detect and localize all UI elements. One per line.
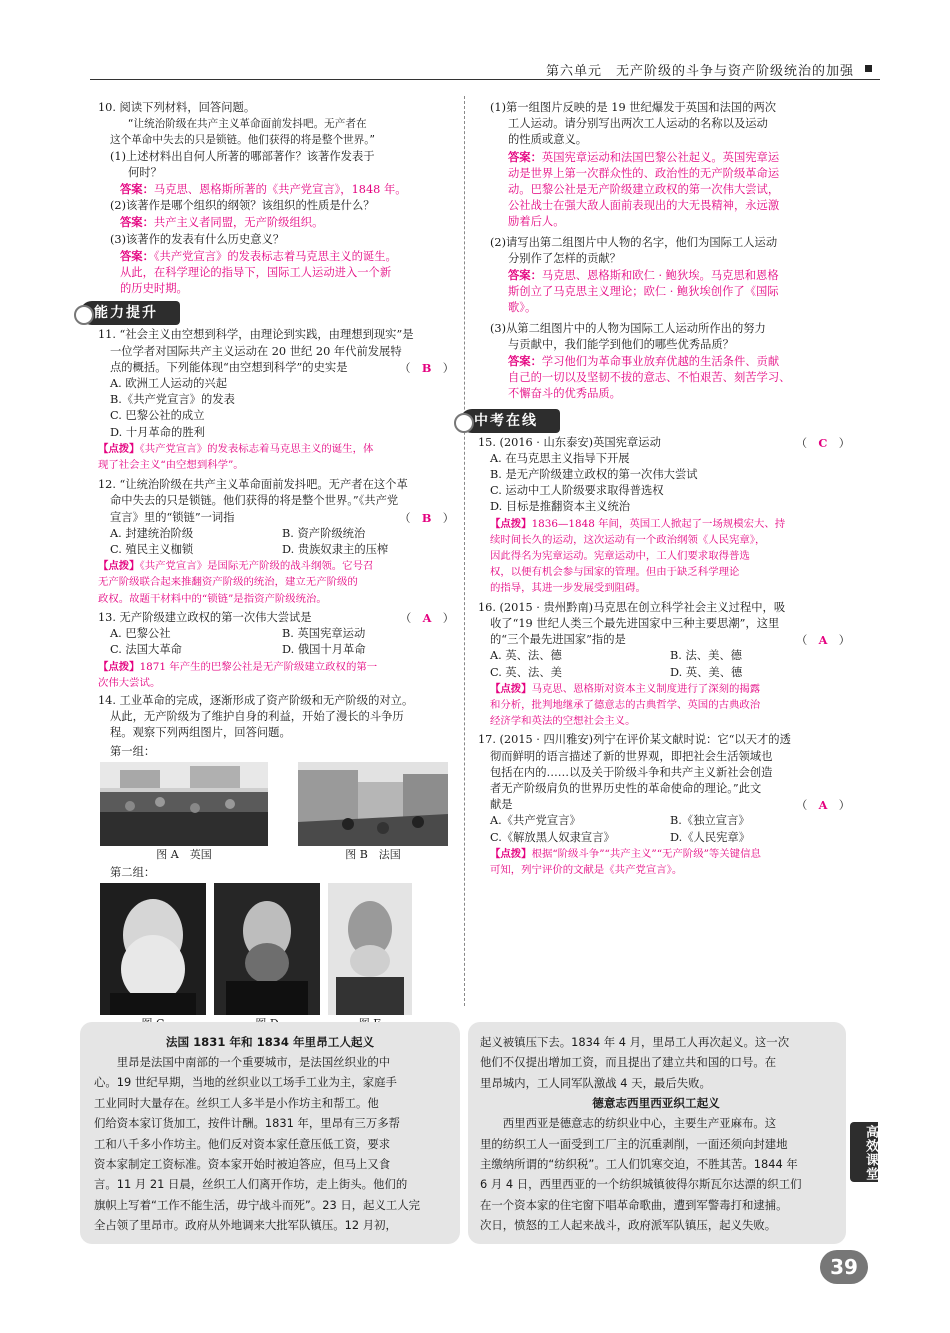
q17-stem: 17. (2015 · 四川雅安)列宁在评价某文献时说：它“以天才的透 [478, 733, 791, 747]
reading-line: 主缴纳所谓的“纺织税”。工人们饥寒交迫，不胜其苦。1844 年 [480, 1157, 798, 1172]
q12-tip: 【点拨】《共产党宣言》是国际无产阶级的战斗纲领。它号召 [98, 560, 374, 573]
option-a: A. 巴黎公社 [110, 627, 171, 641]
figure-a [100, 762, 268, 863]
figure-a-image [100, 762, 268, 846]
section-tag-exam: 中考在线 [460, 409, 560, 433]
option-d: D.《人民宪章》 [670, 830, 751, 844]
figure-b-caption: 图 B 法国 [345, 847, 401, 861]
q14-stem: 从此，无产阶级为了维护自身的利益，开始了漫长的斗争历 [110, 710, 404, 724]
left-column [94, 100, 454, 1032]
answer-label: 答案： [120, 215, 154, 230]
reading-box-silesia [468, 1022, 846, 1244]
q14-sub3: (3)从第二组图片中的人物为国际工人运动所作出的努力 [490, 321, 766, 335]
q17-stem: 者无产阶级肩负的世界历史性的革命使命的理论。”此文 [490, 781, 762, 795]
q16-stem: 16. (2015 · 贵州黔南)马克思在创立科学社会主义过程中，吸 [478, 600, 786, 614]
figure-c [100, 883, 206, 1032]
reading-line: 心。19 世纪早期，当地的丝织业以工场手工业为主，家庭手 [94, 1075, 397, 1090]
q16-stem: 收了“19 世纪人类三个最先进国家中三种主要思潮”，这里 [490, 616, 780, 630]
q14-sub1: 工人运动。请分别写出两次工人运动的名称以及运动 [508, 117, 768, 131]
side-tab-label: 高效课堂 [850, 1122, 878, 1182]
option-row [478, 830, 850, 846]
q12-stem: 命中失去的只是锁链。他们获得的将是整个世界。”《共产党 [110, 494, 399, 508]
q14-sub1: 的性质或意义。 [508, 133, 588, 147]
q14-stem: 程。观察下列两组图片，回答问题。 [110, 726, 291, 740]
reading-line: 里昂是法国中南部的一个重要城市，是法国丝织业的中 [94, 1055, 391, 1069]
q10-quote-line: “让统治阶级在共产主义革命面前发抖吧。无产者在 [128, 118, 367, 131]
question-10 [98, 100, 454, 297]
q15-tip: 【点拨】1836—1848 年间，英国工人掀起了一场规模宏大、持 [490, 517, 786, 530]
q10-answer-3-cont: 的历史时期。 [120, 282, 188, 296]
q12-tip-cont: 政权。故题干材料中的“锁链”是指资产阶级统治。 [98, 592, 327, 605]
q17-tip-cont: 可知，列宁评价的文献是《共产党宣言》。 [490, 863, 683, 876]
figure-a-caption: 图 A 英国 [156, 847, 212, 861]
question-14-parts [478, 100, 850, 403]
right-column [474, 100, 850, 878]
unit-title: 第六单元 无产阶级的斗争与资产阶级统治的加强 [545, 64, 854, 79]
q11-tip-cont: 现了社会主义“由空想到科学”。 [98, 459, 244, 472]
q15-tip-cont: 的指导，其进一步发展受到阻碍。 [490, 582, 646, 595]
reading-box-lyon [80, 1022, 460, 1244]
option-d: D. 十月革命的胜利 [110, 425, 205, 439]
q12-stem: 12. “让统治阶级在共产主义革命面前发抖吧。无产者在这个革 [98, 478, 408, 492]
q14-sub1: (1)第一组图片反映的是 19 世纪爆发于英国和法国的两次 [490, 101, 777, 114]
group-2-label: 第二组： [110, 865, 156, 879]
option-d: D. 目标是推翻资本主义统治 [490, 500, 631, 514]
q17-stem-last: 献是 （ A ） [478, 797, 850, 813]
q11-stem: 一位学者对国际共产主义运动在 20 世纪 20 年代前发展特 [110, 344, 402, 358]
group-1-label: 第一组： [110, 744, 156, 758]
q15-tip-cont: 因此得名为宪章运动。宪章运动中，工人们要求取得普选 [490, 550, 750, 563]
option-b: B. 是无产阶级建立政权的第一次伟大尝试 [490, 468, 698, 482]
header-square-icon [865, 65, 872, 72]
q10-stem: 10. 阅读下列材料，回答问题。 [98, 101, 256, 114]
q15-tip-cont: 权，以便有机会参与国家的管理。但由于缺乏科学理论 [490, 566, 740, 579]
column-divider [464, 96, 465, 1006]
option-d: D. 俄国十月革命 [282, 643, 366, 657]
figure-row-2 [98, 883, 454, 1032]
q14-stem: 14. 工业革命的完成，逐渐形成了资产阶级和无产阶级的对立。 [98, 693, 414, 707]
reading-line: 工业同时大量存在。丝织工人多半是小作坊主和帮工。他 [94, 1095, 379, 1110]
q14-answer-3-cont: 自己的一切以及坚韧不拔的意志、不怕艰苦、刻苦学习、 [508, 371, 791, 385]
reading-line: 工和八千多小作坊主。他们反对资本家任意压低工资，要求 [94, 1136, 391, 1151]
q10-answer-2: 答案：共产主义者同盟，无产阶级组织。 [120, 215, 324, 230]
reading-line: 西里西亚是德意志的纺织业中心，主要生产亚麻布。这 [480, 1116, 777, 1131]
option-b: B. 资产阶级统治 [282, 526, 366, 540]
option-row [478, 665, 850, 681]
option-row [478, 648, 850, 664]
q10-sub1: 何时？ [128, 165, 162, 179]
figure-b-image [298, 762, 448, 846]
option-a: A.《共产党宣言》 [490, 814, 581, 828]
figure-e [328, 883, 412, 1032]
option-a: A. 欧洲工人运动的兴起 [110, 377, 228, 391]
q17-tip: 【点拨】根据“阶级斗争”“共产主义”“无产阶级”等关键信息 [490, 847, 761, 860]
option-row [98, 642, 454, 658]
question-14 [98, 693, 454, 1032]
question-12 [98, 477, 454, 607]
q13-tip: 【点拨】1871 年产生的巴黎公社是无产阶级建立政权的第一 [98, 660, 378, 673]
q13-tip-cont: 次伟大尝试。 [98, 676, 161, 689]
q10-answer-1: 答案：马克思、恩格斯所著的《共产党宣言》，1848 年。 [120, 182, 407, 197]
reading-line: 6 月 4 日，西里西亚的一个纺织城镇彼得尔斯瓦尔达漂的织工们 [480, 1177, 802, 1192]
q13-stem: 13. 无产阶级建立政权的第一次伟大尝试是 （ A ） [98, 610, 454, 626]
q15-tip-cont: 续时间长久的运动，这次运动有一个政治纲领《人民宪章》， [490, 533, 766, 546]
reading-line: 里的纺织工人一面受到工厂主的沉重剥削，一面还须向封建地 [480, 1136, 788, 1151]
figure-d-image [214, 883, 320, 1015]
answer-bracket: （ B ） [399, 510, 454, 525]
option-row [98, 626, 454, 642]
option-b: B. 英国宪章运动 [282, 627, 366, 641]
reading-line: 在一个资本家的住宅窗下唱革命歌曲，遭到军警毒打和逮捕。 [480, 1197, 788, 1212]
section-tag-ability: 能力提升 [80, 301, 180, 325]
option-c: C. 殖民主义枷锁 [110, 543, 194, 557]
option-row [478, 813, 850, 829]
q11-stem-last: 点的概括。下列能体现“由空想到科学”的史实是 （ B ） [98, 360, 454, 376]
q16-tip-cont: 和分析，批判地继承了德意志的古典哲学、英国的古典政治 [490, 698, 761, 711]
q14-answer-1-cont: 动。巴黎公社是无产阶级建立政权的第一次伟大尝试， [508, 183, 780, 197]
option-b: B.《共产党宣言》的发表 [110, 393, 235, 407]
q17-stem: 包括在内的……以及关于阶级斗争和共产主义新社会创造 [490, 765, 773, 779]
answer-bracket: （ A ） [796, 633, 850, 648]
answer-bracket: （ B ） [399, 360, 454, 375]
reading-line: 言。11 月 21 日晨，丝织工人们离开作坊，走上街头。他们的 [94, 1177, 408, 1192]
figure-d [214, 883, 320, 1032]
option-a: A. 英、法、德 [490, 649, 562, 663]
q14-sub2: (2)请写出第二组图片中人物的名字，他们为国际工人运动 [490, 235, 778, 249]
reading-line: 次日，愤怒的工人起来战斗，政府派军队镇压，起义失败。 [480, 1218, 777, 1233]
reading-box-title: 法国 1831 年和 1834 年里昂工人起义 [165, 1035, 375, 1049]
option-a: A. 在马克思主义指导下开展 [490, 451, 630, 465]
answer-bracket: （ A ） [400, 610, 454, 625]
q14-answer-2-cont: 歌》。 [508, 301, 537, 315]
figure-b [298, 762, 448, 863]
reading-line: 全占领了里昂市。政府从外地调来大批军队镇压。12 月初， [94, 1218, 397, 1233]
answer-bracket: （ C ） [795, 435, 850, 450]
question-15 [478, 435, 850, 597]
reading-line: 资本家制定工资标准。资本家开始时被迫答应，但马上又食 [94, 1157, 391, 1172]
question-17 [478, 732, 850, 878]
q12-stem-last: 宣言》里的“锁链”一词指 （ B ） [98, 510, 454, 526]
q10-answer-3: 答案：《共产党宣言》的发表标志着马克思主义的诞生。 [120, 248, 397, 263]
q14-answer-2-cont: 斯创立了马克思主义理论；欧仁 · 鲍狄埃创作了《国际 [508, 285, 779, 299]
q10-sub3: (3)该著作的发表有什么历史意义？ [110, 232, 285, 246]
reading-line: 起义被镇压下去。1834 年 4 月，里昂工人再次起义。这一次 [480, 1035, 790, 1049]
page-header [90, 56, 880, 80]
q11-tip: 【点拨】《共产党宣言》的发表标志着马克思主义的诞生，体 [98, 442, 374, 455]
option-c: C. 法国大革命 [110, 643, 182, 657]
reading-line: 他们不仅提出增加工资，而且提出了建立共和国的口号。在 [480, 1055, 777, 1070]
question-16 [478, 600, 850, 730]
reading-line: 旗帜上写着“工作不能生活，毋宁战斗而死”。23 日，起义工人完 [94, 1197, 421, 1212]
q14-sub3: 与贡献中，我们能学到他们的哪些优秀品质？ [508, 337, 734, 351]
figure-e-image [328, 883, 412, 1015]
option-c: C. 巴黎公社的成立 [110, 409, 205, 423]
q14-answer-1-cont: 励着后人。 [508, 215, 565, 229]
option-d: D. 英、美、德 [670, 665, 743, 679]
reading-line: 里昂城内，工人同军队激战 4 天，最后失败。 [480, 1075, 711, 1090]
answer-label: 答案： [120, 182, 154, 197]
question-13 [98, 610, 454, 691]
q14-answer-2: 答案：马克思、恩格斯和欧仁 · 鲍狄埃。马克思和恩格 [508, 268, 779, 283]
q14-answer-1-cont: 公社战士在强大敌人面前表现出的大无畏精神，永远激 [508, 199, 780, 213]
q17-stem: 彻而鲜明的语言描述了新的世界观，即把社会生活领域也 [490, 749, 773, 763]
q12-tip-cont: 无产阶级联合起来推翻资产阶级的统治，建立无产阶级的 [98, 576, 358, 589]
option-row [98, 542, 454, 558]
q16-tip: 【点拨】马克思、恩格斯对资本主义制度进行了深刻的揭露 [490, 682, 761, 695]
option-a: A. 封建统治阶级 [110, 526, 194, 540]
q10-quote-line: 这个革命中失去的只是锁链。他们获得的将是整个世界。” [110, 134, 376, 147]
q14-answer-1-cont: 动是世界上第一次群众性的、政治性的无产阶级革命运 [508, 166, 780, 180]
q16-tip-cont: 经济学和英法的空想社会主义。 [490, 715, 636, 728]
q14-answer-1: 答案：英国宪章运动和法国巴黎公社起义。英国宪章运 [508, 149, 780, 164]
question-11 [98, 327, 454, 473]
option-c: C. 运动中工人阶级要求取得普选权 [490, 484, 664, 498]
q14-sub2: 分别作了怎样的贡献？ [508, 251, 621, 265]
option-c: C.《解放黑人奴隶宣言》 [490, 830, 615, 844]
option-d: D. 贵族奴隶主的压榨 [282, 543, 389, 557]
page-number: 39 [820, 1250, 868, 1284]
option-row [98, 526, 454, 542]
option-b: B.《独立宣言》 [670, 814, 750, 828]
option-c: C. 英、法、美 [490, 665, 562, 679]
answer-label: 答案： [120, 248, 154, 263]
q11-stem: 11. “社会主义由空想到科学，由理论到实践，由理想到现实”是 [98, 328, 414, 342]
q15-stem: 15. (2016 · 山东泰安)英国宪章运动 （ C ） [478, 435, 850, 451]
q14-answer-3-cont: 不懈奋斗的优秀品质。 [508, 387, 621, 401]
reading-line: 们给资本家订货加工，按件计酬。1831 年，里昂有三万多帮 [94, 1116, 400, 1131]
option-b: B. 法、美、德 [670, 649, 742, 663]
q14-answer-3: 答案：学习他们为革命事业放弃优越的生活条件、贡献 [508, 354, 780, 369]
q10-sub2: (2)该著作是哪个组织的纲领？该组织的性质是什么？ [110, 199, 375, 213]
figure-row-1 [98, 762, 454, 863]
q10-sub1: (1)上述材料出自何人所著的哪部著作？该著作发表于 [110, 149, 375, 163]
q10-answer-3-cont: 从此，在科学理论的指导下，国际工人运动进入一个新 [120, 266, 392, 280]
q16-stem-last: 的“三个最先进国家”指的是 （ A ） [478, 632, 850, 648]
answer-bracket: （ A ） [796, 798, 850, 813]
reading-box-title: 德意志西里西亚织工起义 [592, 1096, 720, 1111]
figure-c-image [100, 883, 206, 1015]
